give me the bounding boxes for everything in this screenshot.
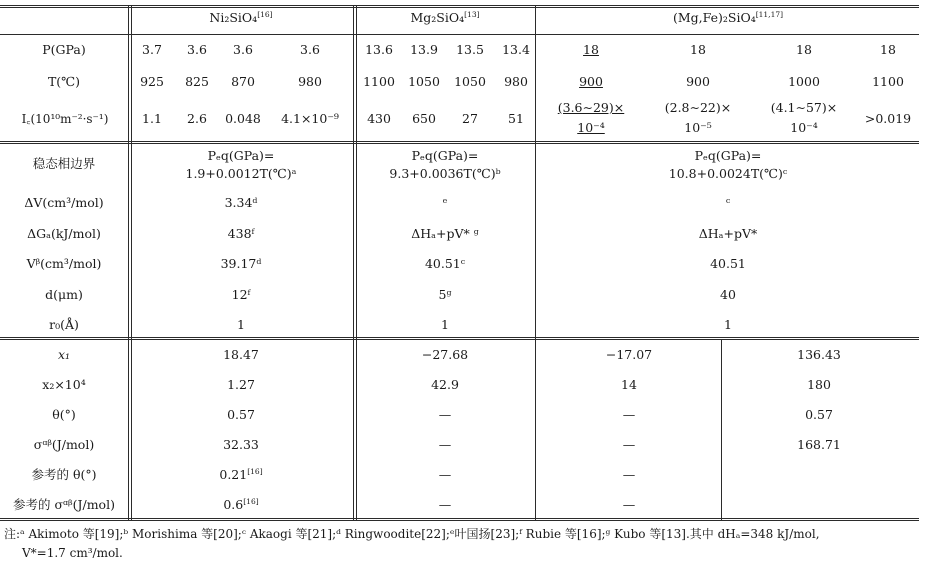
ic-ni-1: 1.1 bbox=[142, 111, 162, 126]
boundary-mgfe-line1: Pₑq(GPa)= bbox=[694, 148, 762, 163]
header-ni-ref: [16] bbox=[257, 9, 273, 19]
ref-sigma-ni-value: 0.6 bbox=[223, 497, 244, 512]
label-sigma: σᵅᵝ(J/mol) bbox=[33, 437, 95, 452]
ic-mgfe-4: >0.019 bbox=[864, 111, 912, 126]
sigma-ni: 32.33 bbox=[223, 437, 259, 452]
header-mgfe bbox=[672, 9, 784, 25]
ic-ni-2: 2.6 bbox=[187, 111, 207, 126]
ic-ni-3: 0.048 bbox=[225, 111, 261, 126]
temperature-mg-4: 980 bbox=[504, 74, 528, 89]
boundary-mgfe-line2: 10.8+0.0024T(℃)ᶜ bbox=[668, 166, 788, 181]
boundary-ni-line2: 1.9+0.0012T(℃)ᵃ bbox=[185, 166, 297, 181]
header-mgfe-ref: [11,17] bbox=[755, 9, 784, 19]
ic-mg-4: 51 bbox=[508, 111, 524, 126]
grain-size-mg: 5ᵍ bbox=[438, 287, 452, 302]
r0-mgfe: 1 bbox=[724, 317, 732, 332]
temperature-mgfe-4: 1100 bbox=[872, 74, 904, 89]
header-ni bbox=[209, 9, 273, 25]
label-ref-theta: 参考的 θ(°) bbox=[31, 467, 97, 482]
footnote-line-1: 注:ᵃ Akimoto 等[19];ᵇ Morishima 等[20];ᶜ Akaogi 等[21];ᵈ Ringwoodite[22];ᵉ叶国扬[23];ᶠ Rubie 等[16];ᵍ Kubo 等[13].其中 dHₐ=348 kJ/mol, bbox=[4, 527, 820, 541]
label-dv: ΔV(cm³/mol) bbox=[24, 195, 104, 210]
dv-ni: 3.34ᵈ bbox=[224, 195, 258, 210]
ref-theta-ni-citation: [16] bbox=[247, 466, 263, 476]
r0-ni: 1 bbox=[237, 317, 245, 332]
label-theta: θ(°) bbox=[52, 407, 76, 422]
label-grain-size: d(μm) bbox=[45, 287, 83, 302]
vrule-ni-mg-a bbox=[353, 6, 354, 520]
temperature-mg-3: 1050 bbox=[454, 74, 486, 89]
temperature-ni-4: 980 bbox=[298, 74, 322, 89]
ic-mgfe-2-bottom: 10⁻⁵ bbox=[684, 120, 712, 135]
rule-header-bottom bbox=[0, 34, 919, 35]
footnote-line-2: V*=1.7 cm³/mol. bbox=[22, 546, 123, 560]
dv-mgfe: ᶜ bbox=[725, 195, 731, 210]
ic-mgfe-2-top: (2.8∼22)× bbox=[664, 100, 732, 115]
vrule-ni-mg-b bbox=[356, 6, 357, 520]
pressure-ni-3: 3.6 bbox=[233, 42, 253, 57]
header-ni-label: Ni₂SiO₄ bbox=[209, 10, 258, 25]
temperature-mgfe-1: 900 bbox=[579, 74, 603, 89]
ref-theta-ni bbox=[219, 466, 263, 482]
label-temperature: T(℃) bbox=[47, 74, 81, 89]
x1-ni: 18.47 bbox=[223, 347, 259, 362]
ic-mgfe-3-bottom: 10⁻⁴ bbox=[790, 120, 818, 135]
temperature-mg-2: 1050 bbox=[408, 74, 440, 89]
x1-mgfe-b: 136.43 bbox=[797, 347, 841, 362]
theta-ni: 0.57 bbox=[227, 407, 255, 422]
ic-ni-4: 4.1×10⁻⁹ bbox=[281, 111, 339, 126]
ref-sigma-ni-citation: [16] bbox=[243, 496, 259, 506]
rule-bottom-b bbox=[0, 520, 919, 521]
header-mg-label: Mg₂SiO₄ bbox=[410, 10, 465, 25]
pressure-mg-2: 13.9 bbox=[410, 42, 438, 57]
x2-mgfe-a: 14 bbox=[621, 377, 637, 392]
boundary-mg-line2: 9.3+0.0036T(℃)ᵇ bbox=[389, 166, 501, 181]
sigma-mgfe-a: — bbox=[622, 437, 636, 452]
x2-ni: 1.27 bbox=[227, 377, 255, 392]
label-vbeta: Vᵝ(cm³/mol) bbox=[26, 256, 102, 271]
vrule-label-b bbox=[131, 6, 132, 520]
theta-mg: — bbox=[438, 407, 452, 422]
pressure-ni-1: 3.7 bbox=[142, 42, 162, 57]
temperature-ni-2: 825 bbox=[185, 74, 209, 89]
label-x2: x₂×10⁴ bbox=[42, 377, 86, 392]
sigma-mgfe-b: 168.71 bbox=[797, 437, 841, 452]
dga-mg: ΔHₐ+pV* ᵍ bbox=[411, 226, 479, 241]
rule-top-1 bbox=[0, 5, 919, 6]
header-mgfe-label: (Mg,Fe)₂SiO₄ bbox=[672, 10, 756, 25]
pressure-mgfe-4: 18 bbox=[880, 42, 896, 57]
r0-mg: 1 bbox=[441, 317, 449, 332]
pressure-mg-3: 13.5 bbox=[456, 42, 484, 57]
label-boundary: 稳态相边界 bbox=[32, 156, 96, 171]
rule-top-2 bbox=[0, 7, 919, 8]
boundary-mg-line1: Pₑq(GPa)= bbox=[411, 148, 479, 163]
label-ic: I꜀(10¹⁰m⁻²·s⁻¹) bbox=[21, 112, 109, 126]
dga-ni: 438ᶠ bbox=[227, 226, 255, 241]
vbeta-ni: 39.17ᵈ bbox=[220, 256, 262, 271]
ic-mg-2: 650 bbox=[412, 111, 436, 126]
ref-theta-mgfe-a: — bbox=[622, 467, 636, 482]
label-dga: ΔGₐ(kJ/mol) bbox=[27, 226, 101, 241]
temperature-mg-1: 1100 bbox=[363, 74, 395, 89]
ref-sigma-mg: — bbox=[438, 497, 452, 512]
label-pressure: P(GPa) bbox=[42, 42, 86, 57]
temperature-mgfe-2: 900 bbox=[686, 74, 710, 89]
x2-mg: 42.9 bbox=[431, 377, 459, 392]
rule-section-1-a bbox=[0, 141, 919, 142]
ic-mg-3: 27 bbox=[462, 111, 478, 126]
ref-theta-mg: — bbox=[438, 467, 452, 482]
pressure-mg-1: 13.6 bbox=[365, 42, 393, 57]
dv-mg: ᵉ bbox=[442, 195, 448, 210]
pressure-mg-4: 13.4 bbox=[502, 42, 530, 57]
x2-mgfe-b: 180 bbox=[807, 377, 831, 392]
vrule-label-a bbox=[128, 6, 129, 520]
vrule-mg-mgfe-a bbox=[535, 6, 536, 520]
vbeta-mg: 40.51ᶜ bbox=[424, 256, 466, 271]
pressure-mgfe-1: 18 bbox=[583, 42, 599, 57]
x1-mgfe-a: −17.07 bbox=[605, 347, 653, 362]
label-r0: r₀(Å) bbox=[49, 317, 79, 332]
ref-sigma-ni bbox=[223, 496, 259, 512]
vbeta-mgfe: 40.51 bbox=[710, 256, 746, 271]
pressure-ni-4: 3.6 bbox=[300, 42, 320, 57]
theta-mgfe-a: — bbox=[622, 407, 636, 422]
rule-bottom-a bbox=[0, 518, 919, 519]
x1-mg: −27.68 bbox=[421, 347, 469, 362]
dga-mgfe: ΔHₐ+pV* bbox=[698, 226, 758, 241]
ic-mgfe-3-top: (4.1∼57)× bbox=[770, 100, 838, 115]
ic-mg-1: 430 bbox=[367, 111, 391, 126]
temperature-ni-1: 925 bbox=[140, 74, 164, 89]
rule-section-1-b bbox=[0, 143, 919, 144]
label-x1: x₁ bbox=[57, 347, 71, 362]
rule-section-2-a bbox=[0, 337, 919, 338]
temperature-ni-3: 870 bbox=[231, 74, 255, 89]
temperature-mgfe-3: 1000 bbox=[788, 74, 820, 89]
label-ref-sigma: 参考的 σᵅᵝ(J/mol) bbox=[13, 497, 115, 512]
ic-mgfe-1-bottom: 10⁻⁴ bbox=[577, 120, 605, 135]
header-mg bbox=[410, 9, 480, 25]
theta-mgfe-b: 0.57 bbox=[805, 407, 833, 422]
pressure-mgfe-2: 18 bbox=[690, 42, 706, 57]
sigma-mg: — bbox=[438, 437, 452, 452]
ref-theta-ni-value: 0.21 bbox=[219, 467, 248, 482]
header-mg-ref: [13] bbox=[464, 9, 480, 19]
grain-size-ni: 12ᶠ bbox=[231, 287, 251, 302]
grain-size-mgfe: 40 bbox=[720, 287, 736, 302]
boundary-ni-line1: Pₑq(GPa)= bbox=[207, 148, 275, 163]
pressure-ni-2: 3.6 bbox=[187, 42, 207, 57]
ic-mgfe-1-top: (3.6∼29)× bbox=[557, 100, 625, 115]
vrule-mgfe-split bbox=[721, 339, 722, 520]
ref-sigma-mgfe-a: — bbox=[622, 497, 636, 512]
rule-section-2-b bbox=[0, 339, 919, 340]
pressure-mgfe-3: 18 bbox=[796, 42, 812, 57]
